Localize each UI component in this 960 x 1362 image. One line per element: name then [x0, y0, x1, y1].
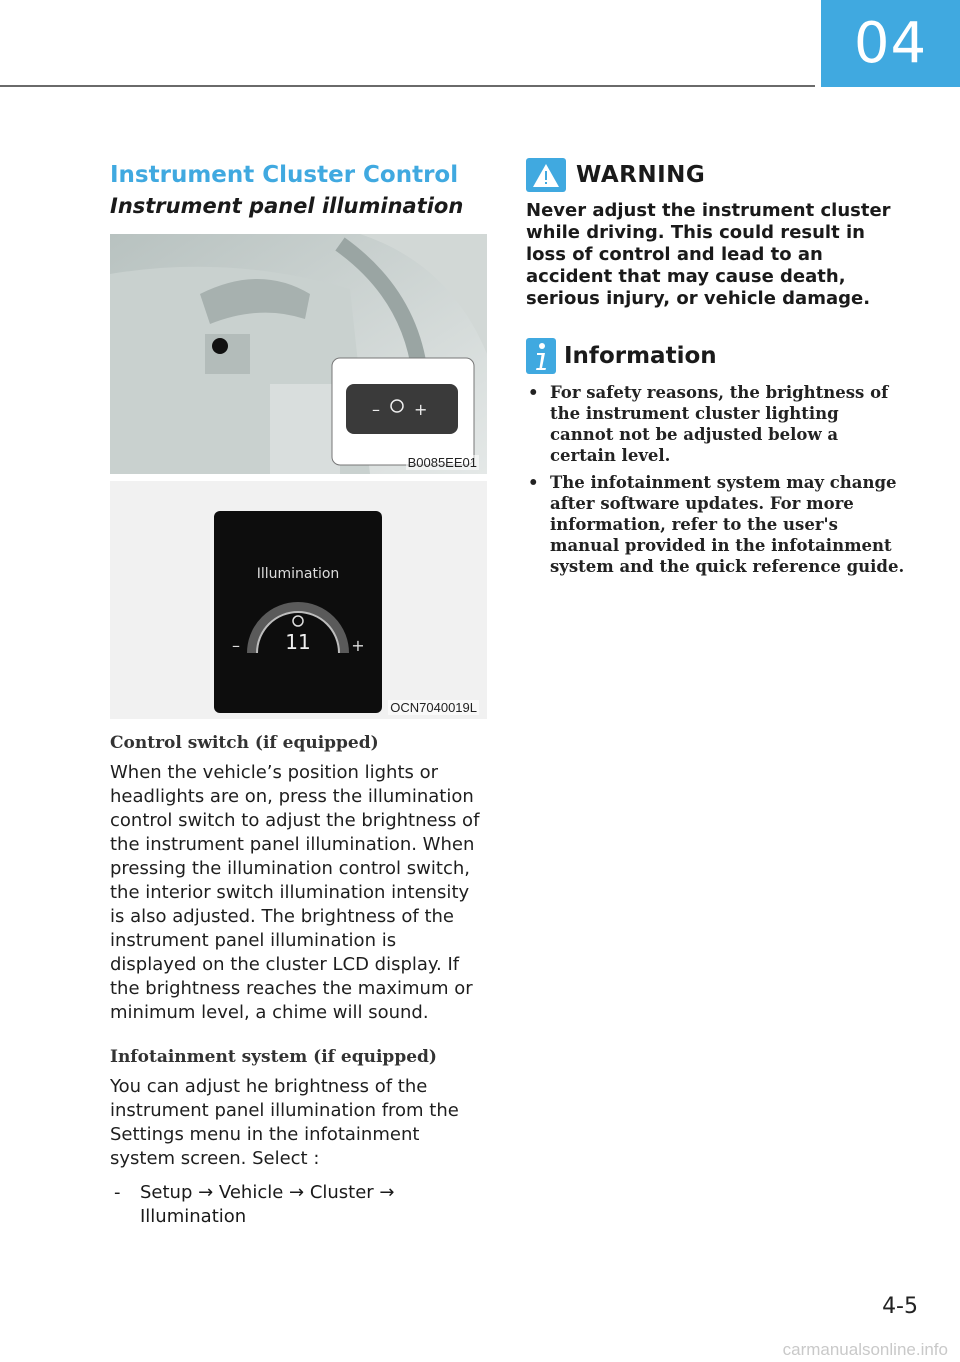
- settings-path-step: [110, 1181, 488, 1229]
- information-header: [526, 338, 906, 374]
- warning-header: [526, 158, 906, 192]
- inset-minus-label: –: [372, 400, 380, 419]
- screen-plus: +: [351, 636, 365, 655]
- infotainment-heading: Infotainment system (if equipped): [110, 1047, 437, 1067]
- settings-path: Setup → Vehicle → Cluster → Illumination: [140, 1182, 395, 1227]
- chapter-number: 04: [853, 11, 928, 76]
- dashboard-illustration: [110, 234, 487, 474]
- screen-title: Illumination: [256, 566, 340, 582]
- section-title: Instrument Cluster Control: [110, 162, 459, 188]
- cluster-display-figure: [110, 481, 487, 719]
- information-list: [526, 382, 906, 577]
- right-column: [526, 158, 906, 583]
- warning-title: WARNING: [576, 162, 706, 188]
- cluster-display-illustration: [110, 481, 487, 719]
- header-rule: [0, 85, 815, 87]
- figure-code: B0085EE01: [407, 455, 477, 470]
- information-item: • For safety reasons, the brightness of the instrument cluster lighting cannot not be adjusted below a certain level.: [528, 383, 889, 465]
- info-icon: [526, 338, 556, 374]
- warning-text: Never adjust the instrument cluster while driving. This could result in loss of control and lead to an accident that may cause death, serious injury, or vehicle damage.: [526, 200, 891, 309]
- chapter-tab: [821, 0, 960, 87]
- left-column: [110, 158, 488, 1229]
- information-title: Information: [564, 343, 717, 369]
- sub-title: Instrument panel illumination: [110, 194, 464, 218]
- warning-icon: [526, 158, 566, 192]
- footer-watermark: carmanualsonline.info: [782, 1340, 948, 1359]
- figure-code: OCN7040019L: [390, 700, 477, 715]
- screen-minus: –: [232, 636, 240, 655]
- infotainment-text: You can adjust he brightness of the instrument panel illumination from the Settings menu in the infotainment system screen. Select :: [110, 1076, 459, 1169]
- page-number: 4-5: [882, 1294, 918, 1319]
- bullet: •: [528, 383, 539, 402]
- step-dash: -: [114, 1182, 121, 1203]
- bullet: •: [528, 473, 539, 492]
- dashboard-switch-figure: [110, 234, 487, 474]
- illumination-level: 11: [285, 630, 311, 654]
- control-switch-text: When the vehicle’s position lights or headlights are on, press the illumination control switch to adjust the brightness of the instrument panel illumination. When pressing the illumination control switch, the interior switch illumination intensity is also adjusted. The brightness of the instrument panel illumination is displayed on the cluster LCD display. If the brightness reaches the maximum or minimum level, a chime will sound.: [110, 762, 480, 1023]
- inset-plus-label: +: [414, 400, 428, 419]
- information-item: • The infotainment system may change after software updates. For more information, refer to the user's manual provided in the infotainment system and the quick reference guide.: [528, 473, 905, 576]
- control-switch-heading: Control switch (if equipped): [110, 733, 379, 753]
